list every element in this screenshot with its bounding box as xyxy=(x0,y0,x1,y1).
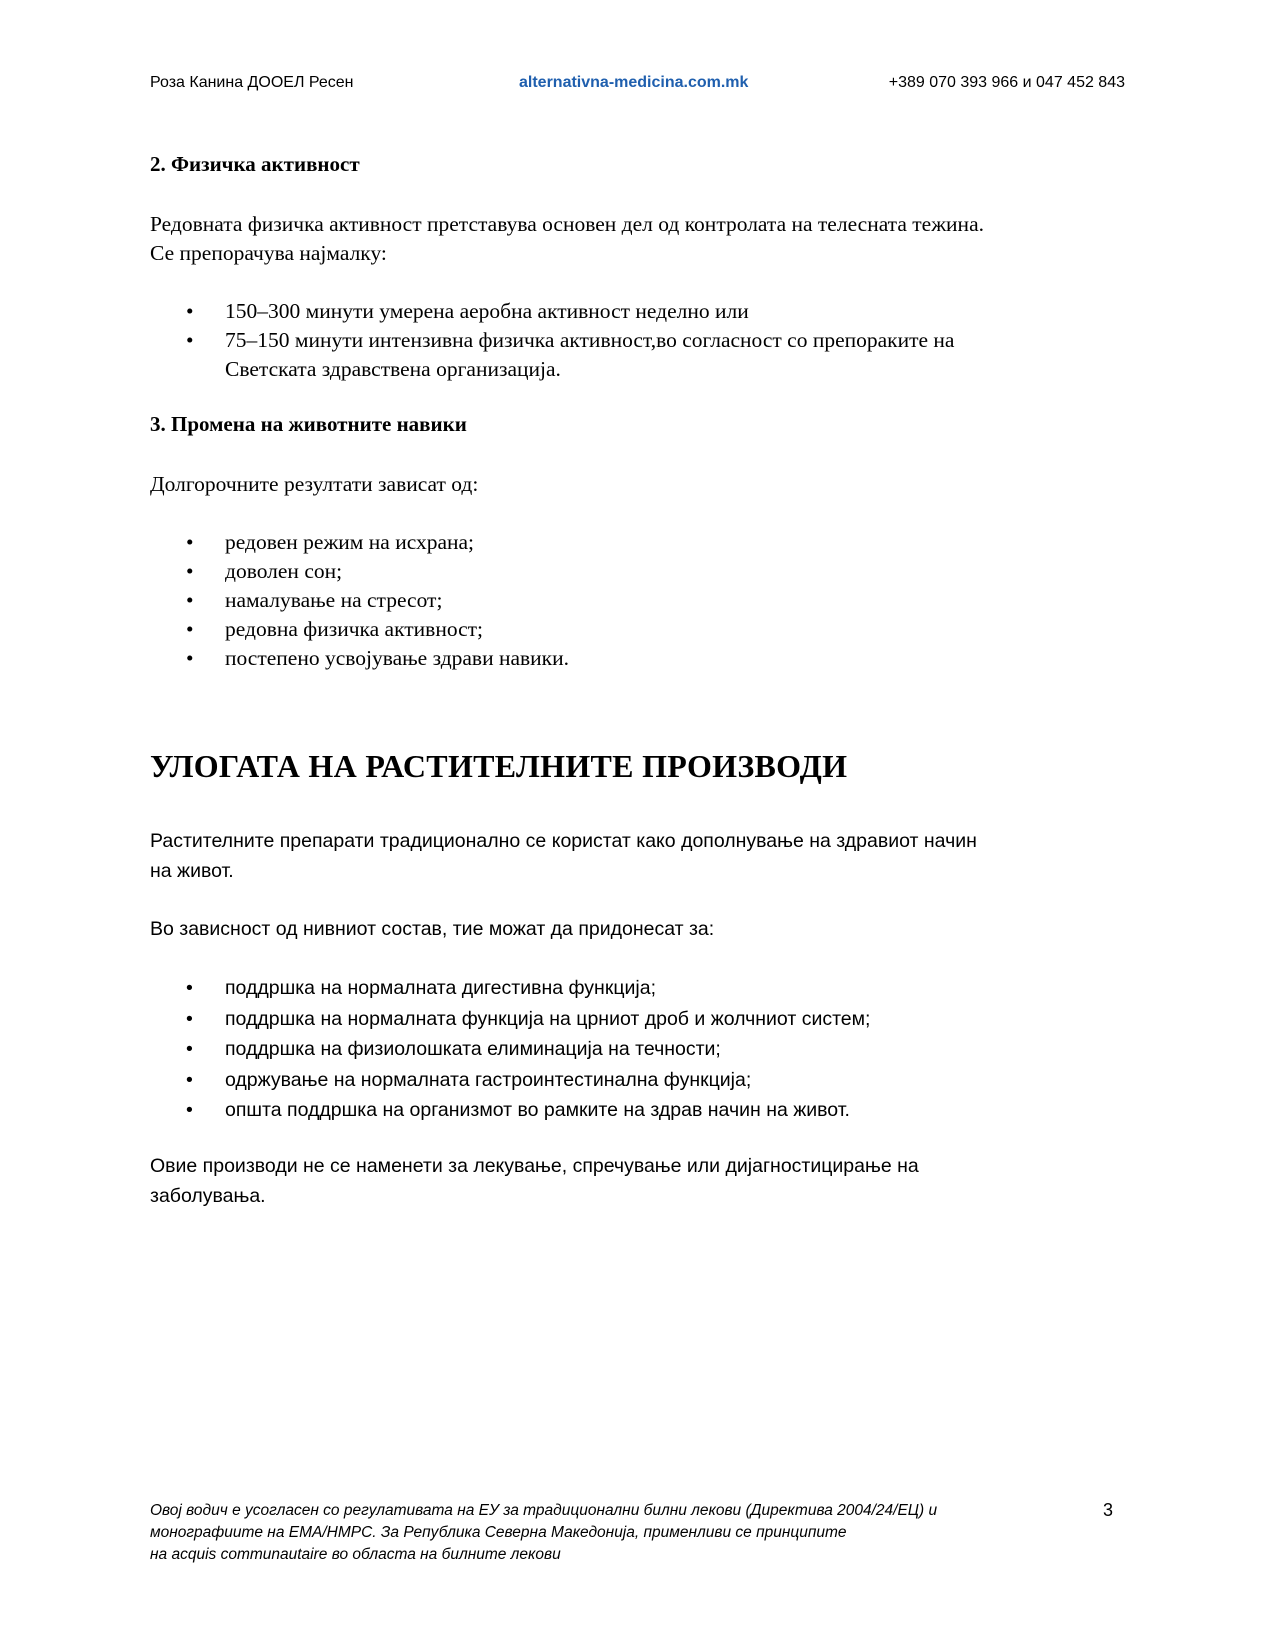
section-heading-lifestyle: 3. Промена на животните навики xyxy=(150,412,467,436)
list-item xyxy=(150,528,1125,557)
list-item-text: постепено усвојување здрави навики. xyxy=(225,646,569,670)
bullet-icon: • xyxy=(186,299,194,323)
herbal-intro xyxy=(150,826,1125,886)
physical-activity-list xyxy=(150,297,1125,384)
list-item xyxy=(150,586,1125,615)
herbal-disclaimer xyxy=(150,1151,1125,1211)
intro-line: Редовната физичка активност претставува основен дел од контролата на телесната тежина. xyxy=(150,212,984,236)
list-item-text: поддршка на нормалната функција на црниот дроб и жолчниот систем; xyxy=(225,1007,871,1030)
herbal-benefits-list xyxy=(150,973,1125,1126)
list-item xyxy=(150,297,1125,326)
company-name: Роза Канина ДООЕЛ Ресен xyxy=(150,74,354,91)
list-item xyxy=(150,1065,1125,1096)
list-item-text: 75–150 минути интензивна физичка активност,во согласност со препораките на xyxy=(225,328,955,352)
lifestyle-list xyxy=(150,528,1125,673)
list-item-text: редовна физичка активност; xyxy=(225,617,484,641)
bullet-icon: • xyxy=(186,1068,193,1091)
list-item xyxy=(150,973,1125,1004)
herbal-composition-intro: Во зависност од нивниот состав, тие можат да придонесат за: xyxy=(150,918,715,940)
footer-line: на acquis communautaire во областа на билните лекови xyxy=(150,1546,561,1563)
footer-line: Овој водич е усогласен со регулативата на ЕУ за традиционални билни лекови (Директива 2004/24/ЕЦ) и xyxy=(150,1502,938,1519)
list-item xyxy=(150,644,1125,673)
list-item xyxy=(150,326,1125,355)
bullet-icon: • xyxy=(186,1038,193,1060)
list-item xyxy=(150,1004,1125,1035)
bullet-icon: • xyxy=(186,559,194,583)
paragraph-line: Растителните препарати традиционално се користат како дополнување на здравиот начин xyxy=(150,830,977,852)
list-item xyxy=(150,615,1125,644)
list-item-text: поддршка на физиолошката елиминација на течности; xyxy=(225,1038,721,1060)
list-item xyxy=(150,1034,1125,1065)
list-item-text: општа поддршка на организмот во рамките на здрав начин на живот. xyxy=(225,1099,850,1121)
page-header xyxy=(150,74,1125,98)
list-item xyxy=(150,1095,1125,1126)
bullet-icon: • xyxy=(186,530,194,554)
bullet-icon: • xyxy=(186,1099,193,1121)
page-number: 3 xyxy=(1103,1500,1114,1520)
bullet-icon: • xyxy=(186,1007,193,1030)
lifestyle-intro: Долгорочните резултати зависат од: xyxy=(150,472,479,496)
list-item-text: поддршка на нормалната дигестивна функција; xyxy=(225,977,657,999)
list-item-text: доволен сон; xyxy=(225,559,343,583)
footer-line: монографиите на ЕМА/НМРС. За Република Северна Македонија, применливи се принципите xyxy=(150,1524,847,1541)
list-item-text: 150–300 минути умерена аеробна активност неделно или xyxy=(225,299,749,323)
bullet-icon: • xyxy=(186,646,194,670)
page-footer-note xyxy=(150,1500,1050,1566)
section-heading-herbal-products: УЛОГАТА НА РАСТИТЕЛНИТЕ ПРОИЗВОДИ xyxy=(150,748,848,784)
bullet-icon: • xyxy=(186,588,194,612)
paragraph-line: заболувања. xyxy=(150,1185,266,1207)
bullet-icon: • xyxy=(186,617,194,641)
list-item-text: одржување на нормалната гастроинтестинална функција; xyxy=(225,1068,752,1091)
phone-numbers: +389 070 393 966 и 047 452 843 xyxy=(888,74,1125,91)
list-item xyxy=(150,557,1125,586)
list-item-text: редовен режим на исхрана; xyxy=(225,530,475,554)
intro-line: Се препорачува најмалку: xyxy=(150,241,387,265)
list-item-continuation xyxy=(150,355,1125,384)
bullet-icon: • xyxy=(186,328,194,352)
section-heading-physical-activity: 2. Физичка активност xyxy=(150,152,360,176)
physical-activity-intro xyxy=(150,210,1125,268)
bullet-icon: • xyxy=(186,977,193,999)
paragraph-line: на живот. xyxy=(150,860,234,882)
website-link[interactable]: alternativna-medicina.com.mk xyxy=(519,74,749,91)
list-item-text: намалување на стресот; xyxy=(225,588,443,612)
paragraph-line: Овие производи не се наменети за лекување, спречување или дијагностицирање на xyxy=(150,1155,919,1177)
list-item-text: Светската здравствена организација. xyxy=(225,357,561,381)
